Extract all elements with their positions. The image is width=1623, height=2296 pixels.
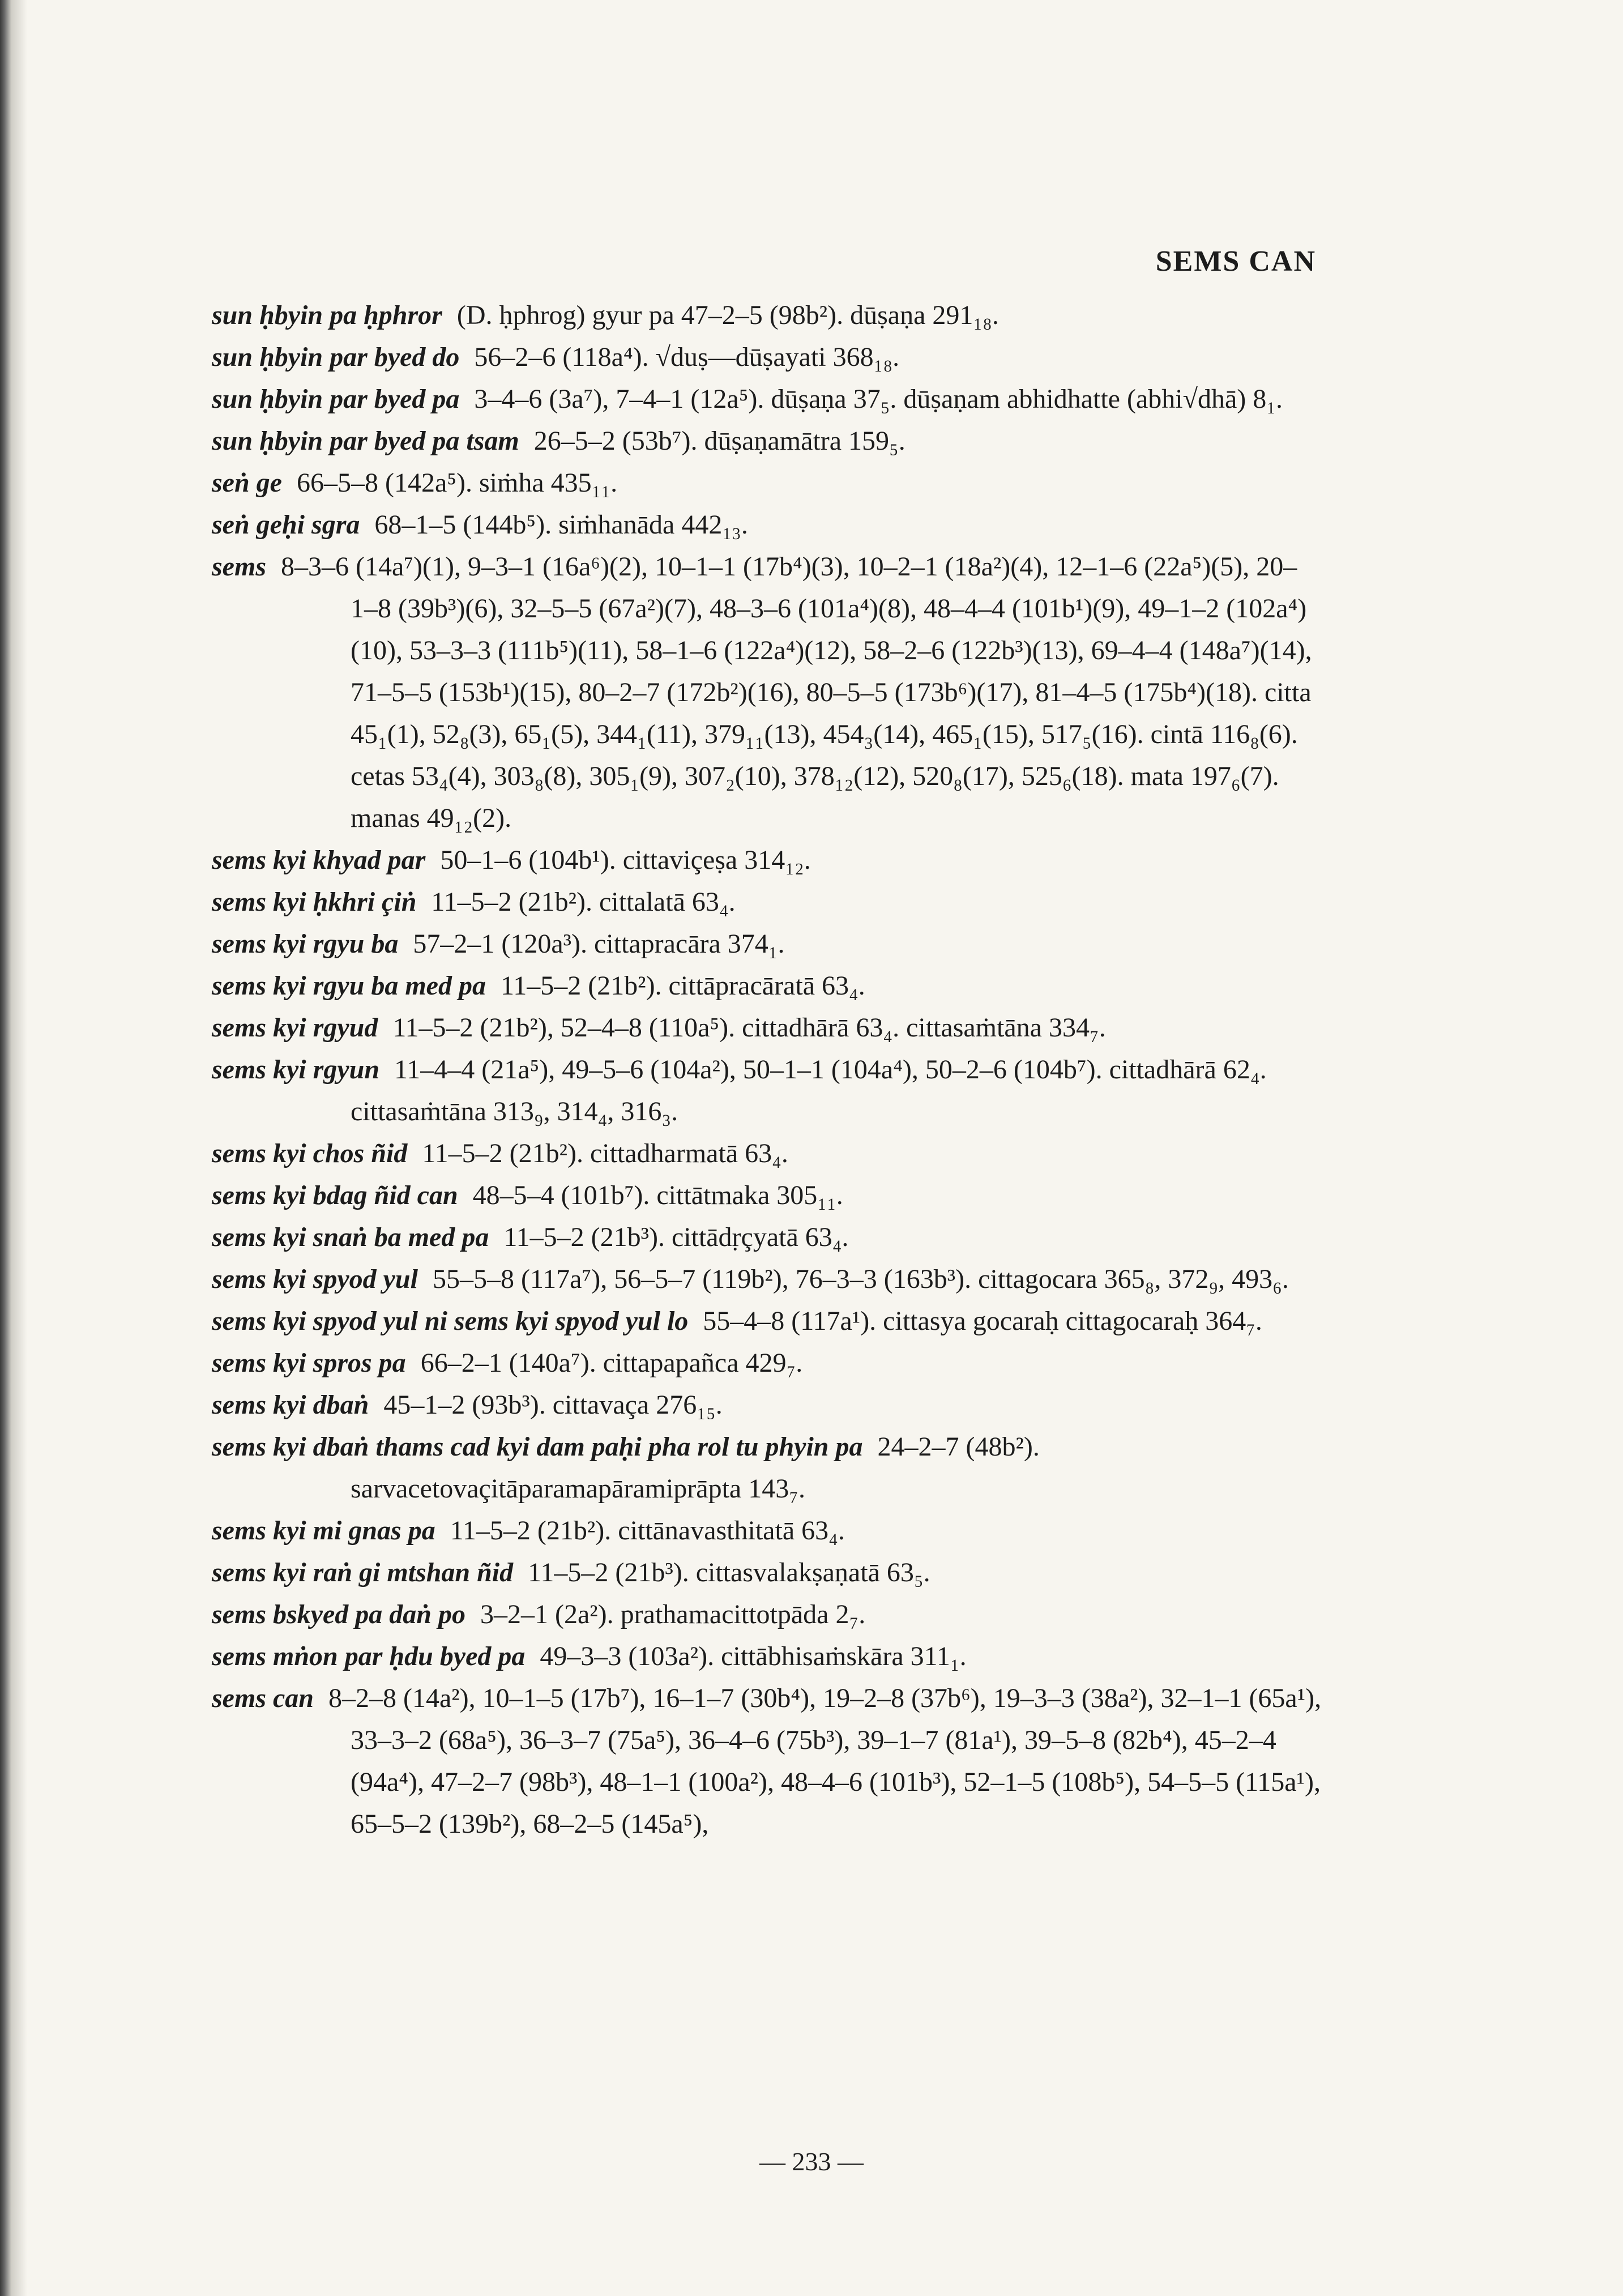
entry-body: 11–5–2 (21b³). cittādṛçyatā 63₄. — [503, 1222, 849, 1252]
entry-body: 11–5–2 (21b²). cittāpracāratā 63₄. — [500, 971, 865, 1001]
entry-headword: sun ḥbyin pa ḥphror — [212, 300, 442, 330]
entry — [212, 1300, 1322, 1342]
entry — [212, 295, 1322, 336]
entry-body: 11–5–2 (21b³). cittasvalakṣaṇatā 63₅. — [528, 1557, 930, 1587]
dictionary-entries — [212, 295, 1322, 1845]
entry-headword: sems kyi rgyun — [212, 1055, 380, 1085]
entry-headword: sems kyi bdag ñid can — [212, 1180, 458, 1210]
entry-body: 49–3–3 (103a²). cittābhisaṁskāra 311₁. — [540, 1641, 967, 1671]
entry — [212, 1384, 1322, 1426]
entry-headword: sems kyi raṅ gi mtshan ñid — [212, 1557, 514, 1587]
entry — [212, 1342, 1322, 1384]
entry-body: 55–4–8 (117a¹). cittasya gocaraḥ cittagocaraḥ 364₇. — [703, 1306, 1262, 1336]
entry — [212, 1217, 1322, 1258]
entry-headword: sun ḥbyin par byed do — [212, 342, 460, 372]
entry-headword: sems kyi chos ñid — [212, 1138, 408, 1168]
entry-headword: sems kyi mi gnas pa — [212, 1516, 435, 1546]
entry — [212, 1510, 1322, 1552]
entry — [212, 1636, 1322, 1678]
entry-body: 3–2–1 (2a²). prathamacittotpāda 2₇. — [480, 1599, 866, 1629]
entry — [212, 1552, 1322, 1594]
entry-body: 11–4–4 (21a⁵), 49–5–6 (104a²), 50–1–1 (104a⁴), 50–2–6 (104b⁷). cittadhārā 62₄. cittasaṁtāna 313₉, 314₄, 316₃. — [351, 1055, 1267, 1126]
entry-headword: sems kyi rgyu ba — [212, 929, 399, 959]
entry — [212, 504, 1322, 546]
page-number: — 233 — — [759, 2147, 864, 2176]
entry-headword: sun ḥbyin par byed pa tsam — [212, 426, 519, 456]
entry-headword: sems kyi spyod yul ni sems kyi spyod yul lo — [212, 1306, 689, 1336]
entry-headword: sems kyi rgyu ba med pa — [212, 971, 486, 1001]
entry-headword: seṅ geḥi sgra — [212, 510, 360, 540]
entry — [212, 1133, 1322, 1175]
entry-body: 56–2–6 (118a⁴). √duṣ—dūṣayati 368₁₈. — [474, 342, 900, 372]
entry-headword: sems kyi spros pa — [212, 1348, 406, 1378]
entry — [212, 1049, 1322, 1133]
entry — [212, 923, 1322, 965]
entry — [212, 839, 1322, 881]
entry — [212, 546, 1322, 839]
entry-body: 24–2–7 (48b²). sarvacetovaçitāparamapāramiprāpta 143₇. — [351, 1432, 1040, 1504]
entry-body: 57–2–1 (120a³). cittapracāra 374₁. — [413, 929, 785, 959]
entry-body: 66–2–1 (140a⁷). cittapapañca 429₇. — [420, 1348, 803, 1378]
entry — [212, 1594, 1322, 1636]
entry — [212, 965, 1322, 1007]
entry-headword: sems kyi dbaṅ — [212, 1390, 369, 1420]
entry-headword: sems kyi ḥkhri çiṅ — [212, 887, 417, 917]
entry-headword: sems kyi spyod yul — [212, 1264, 418, 1294]
entry-body: 45–1–2 (93b³). cittavaça 276₁₅. — [383, 1390, 723, 1420]
entry-body: (D. ḥphrog) gyur pa 47–2–5 (98b²). dūṣaṇa 291₁₈. — [456, 300, 999, 330]
entry-headword: sems kyi dbaṅ thams cad kyi dam paḥi pha rol tu phyin pa — [212, 1432, 863, 1462]
entry — [212, 462, 1322, 504]
entry-headword: sems kyi khyad par — [212, 845, 426, 875]
entry — [212, 1678, 1322, 1845]
entry — [212, 1426, 1322, 1510]
entry-body: 3–4–6 (3a⁷), 7–4–1 (12a⁵). dūṣaṇa 37₅. dūṣaṇam abhidhatte (abhi√dhā) 8₁. — [474, 384, 1283, 414]
entry — [212, 336, 1322, 378]
entry — [212, 378, 1322, 420]
entry — [212, 420, 1322, 462]
entry-headword: sems kyi rgyud — [212, 1013, 378, 1043]
entry — [212, 881, 1322, 923]
entry — [212, 1258, 1322, 1300]
entry-body: 68–1–5 (144b⁵). siṁhanāda 442₁₃. — [374, 510, 748, 540]
entry-body: 11–5–2 (21b²). cittānavasthitatā 63₄. — [450, 1516, 845, 1546]
entry — [212, 1007, 1322, 1049]
book-spine-shadow — [0, 0, 27, 2296]
entry-body: 55–5–8 (117a⁷), 56–5–7 (119b²), 76–3–3 (163b³). cittagocara 365₈, 372₉, 493₆. — [432, 1264, 1289, 1294]
entry-body: 66–5–8 (142a⁵). siṁha 435₁₁. — [296, 468, 618, 498]
running-header: SEMS CAN — [1155, 245, 1316, 278]
entry-headword: seṅ ge — [212, 468, 282, 498]
entry-body: 8–3–6 (14a⁷)(1), 9–3–1 (16a⁶)(2), 10–1–1 (17b⁴)(3), 10–2–1 (18a²)(4), 12–1–6 (22a⁵)(5), 20–1–8 (39b³)(6), 32–5–5 (67a²)(7), 48–3–6 (101a⁴)(8), 48–4–4 (101b¹)(9), 49–1–2 (102a⁴)(10), 53–3–3 (111b⁵)(11), 58–1–6 (122a⁴)(12), 58–2–6 (122b³)(13), 69–4–4 (148a⁷)(14), 71–5–5 (153b¹)(15), 80–2–7 (172b²)(16), 80–5–5 (173b⁶)(17), 81–4–5 (175b⁴)(18). citta 45₁(1), 52₈(3), 65₁(5), 344₁(11), 379₁₁(13), 454₃(14), 465₁(15), 517₅(16). cintā 116₈(6). cetas 53₄(4), 303₈(8), 305₁(9), 307₂(10), 378₁₂(12), 520₈(17), 525₆(18). mata 197₆(7). manas 49₁₂(2). — [281, 552, 1312, 833]
entry-headword: sems mṅon par ḥdu byed pa — [212, 1641, 526, 1671]
entry-headword: sems kyi snaṅ ba med pa — [212, 1222, 489, 1252]
entry-body: 48–5–4 (101b⁷). cittātmaka 305₁₁. — [472, 1180, 843, 1210]
entry-body: 50–1–6 (104b¹). cittaviçeṣa 314₁₂. — [440, 845, 811, 875]
entry-body: 11–5–2 (21b²). cittalatā 63₄. — [431, 887, 736, 917]
entry-headword: sems bskyed pa daṅ po — [212, 1599, 465, 1629]
entry — [212, 1175, 1322, 1217]
entry-headword: sun ḥbyin par byed pa — [212, 384, 460, 414]
entry-headword: sems — [212, 552, 266, 582]
entry-body: 11–5–2 (21b²), 52–4–8 (110a⁵). cittadhārā 63₄. cittasaṁtāna 334₇. — [392, 1013, 1106, 1043]
entry-body: 8–2–8 (14a²), 10–1–5 (17b⁷), 16–1–7 (30b⁴), 19–2–8 (37b⁶), 19–3–3 (38a²), 32–1–1 (65a¹), 33–3–2 (68a⁵), 36–3–7 (75a⁵), 36–4–6 (75b³), 39–1–7 (81a¹), 39–5–8 (82b⁴), 45–2–4 (94a⁴), 47–2–7 (98b³), 48–1–1 (100a²), 48–4–6 (101b³), 52–1–5 (108b⁵), 54–5–5 (115a¹), 65–5–2 (139b²), 68–2–5 (145a⁵), — [328, 1683, 1322, 1839]
entry-headword: sems can — [212, 1683, 314, 1713]
entry-body: 11–5–2 (21b²). cittadharmatā 63₄. — [422, 1138, 788, 1168]
entry-body: 26–5–2 (53b⁷). dūṣaṇamātra 159₅. — [533, 426, 906, 456]
